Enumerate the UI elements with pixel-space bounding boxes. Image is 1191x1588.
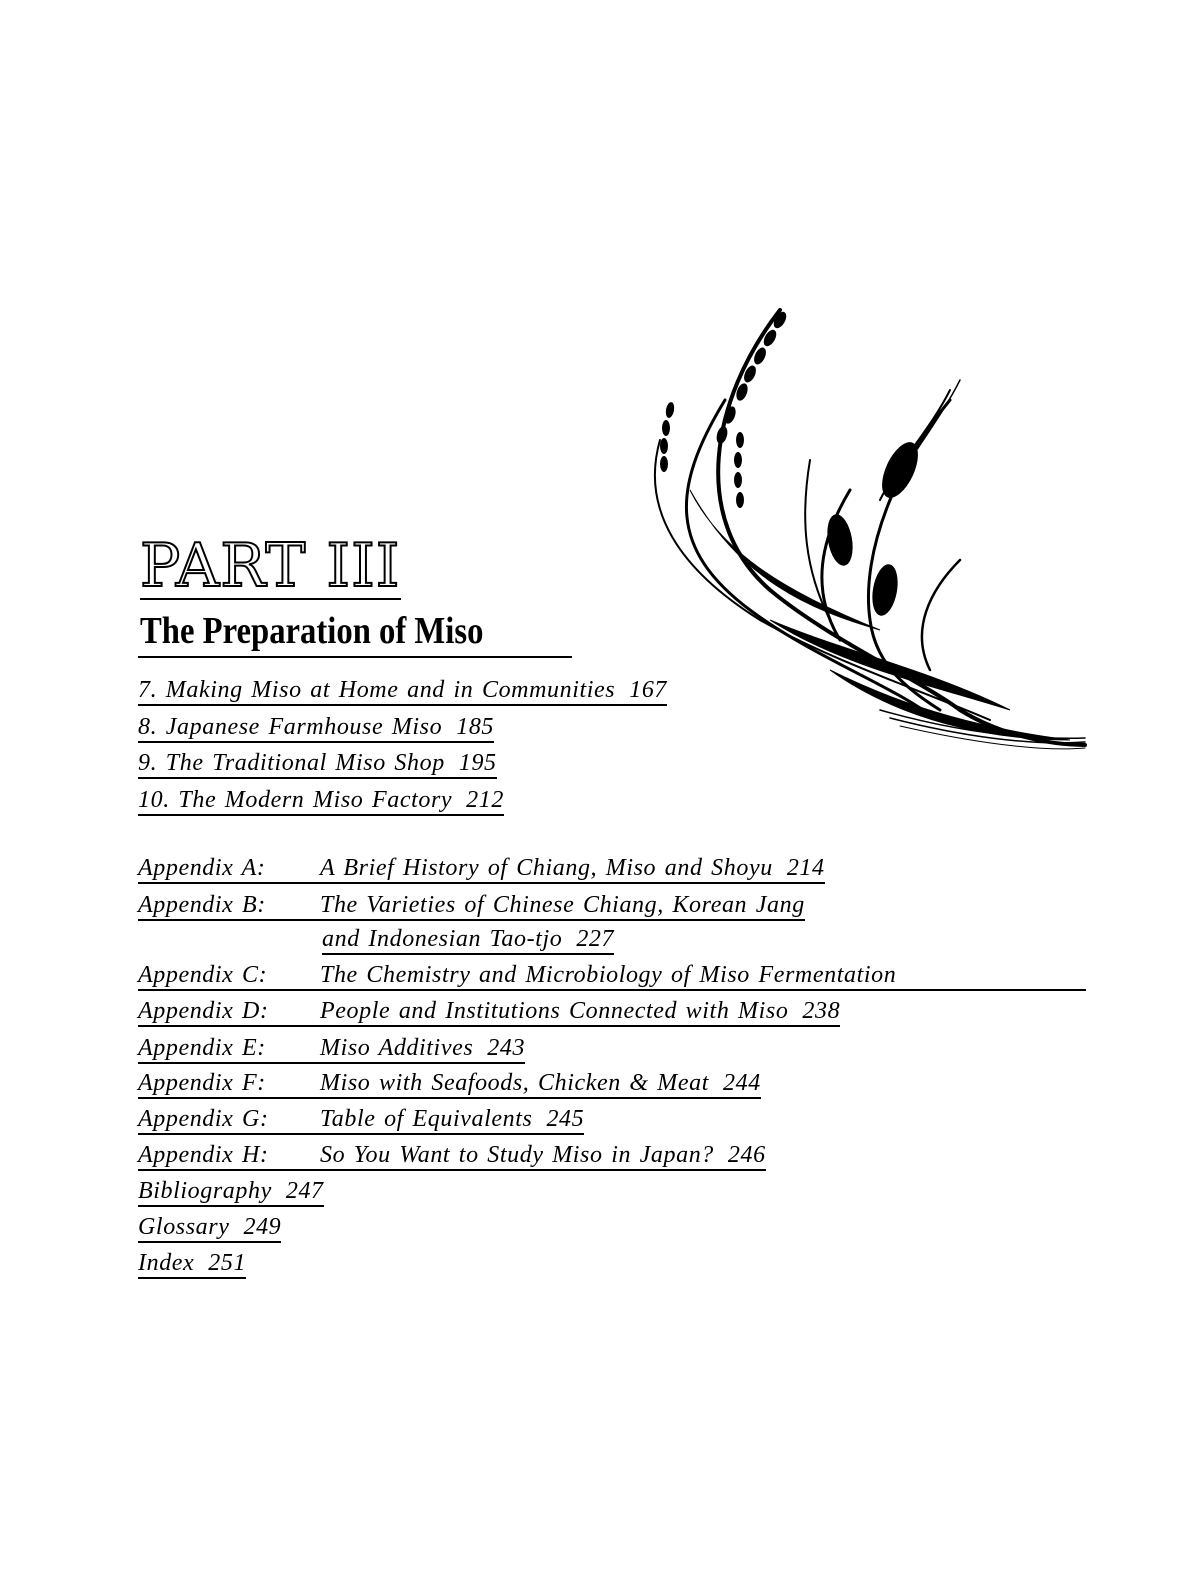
toc-backmatter-label: Bibliography <box>138 1178 272 1204</box>
toc-backmatter[interactable] <box>138 1249 246 1279</box>
toc-appendix[interactable] <box>138 1141 766 1171</box>
toc-appendix-label: Appendix F: <box>138 1070 266 1096</box>
toc-page-number: 246 <box>727 1142 766 1168</box>
toc-backmatter-label: Index <box>138 1250 195 1276</box>
toc-appendix[interactable] <box>138 1069 761 1099</box>
toc-appendix-label: Appendix A: <box>138 855 266 881</box>
toc-appendix[interactable] <box>138 961 1086 991</box>
toc-page-number: 251 <box>208 1250 247 1276</box>
toc-appendix-label: Appendix H: <box>138 1142 269 1168</box>
section-title-underline <box>138 656 572 658</box>
toc-chapter-label: 7. Making Miso at Home and in Communities <box>138 677 616 703</box>
toc-chapter[interactable] <box>138 786 504 816</box>
toc-page-number: 212 <box>466 787 504 813</box>
toc-appendix-continuation[interactable] <box>322 925 614 955</box>
toc-backmatter-label: Glossary <box>138 1214 230 1240</box>
toc-backmatter[interactable] <box>138 1213 281 1243</box>
toc-chapter-label: 10. The Modern Miso Factory <box>138 787 453 813</box>
toc-page-number: 249 <box>243 1214 282 1240</box>
toc-appendix-title: A Brief History of Chiang, Miso and Shoyu <box>320 855 773 881</box>
toc-page-number: 247 <box>285 1178 324 1204</box>
toc-appendix-title: The Varieties of Chinese Chiang, Korean Jang <box>320 892 805 918</box>
toc-appendix-title: Miso with Seafoods, Chicken & Meat <box>320 1070 710 1096</box>
toc-page-number: 245 <box>546 1106 585 1132</box>
rice-stalk-illustration <box>630 290 1090 760</box>
toc-page-number: 243 <box>487 1035 526 1061</box>
toc-appendix-title: So You Want to Study Miso in Japan? <box>320 1142 714 1168</box>
toc-page-number: 238 <box>802 998 841 1024</box>
toc-appendix-label: Appendix D: <box>138 998 269 1024</box>
toc-appendix[interactable] <box>138 997 840 1027</box>
toc-appendix[interactable] <box>138 891 805 921</box>
toc-page-number: 195 <box>458 750 497 776</box>
toc-appendix-title: People and Institutions Connected with Miso <box>320 998 789 1024</box>
toc-chapter-label: 8. Japanese Farmhouse Miso <box>138 714 443 740</box>
toc-appendix-label: Appendix B: <box>138 892 266 918</box>
toc-chapter[interactable] <box>138 676 667 706</box>
toc-appendix[interactable] <box>138 854 825 884</box>
toc-appendix-title: Miso Additives <box>320 1035 474 1061</box>
toc-appendix-label: Appendix G: <box>138 1106 269 1132</box>
toc-page-number: 185 <box>456 714 495 740</box>
section-title: The Preparation of Miso <box>140 610 484 652</box>
toc-appendix-title: The Chemistry and Microbiology of Miso Fermentation <box>320 962 897 988</box>
toc-page-number: 214 <box>786 855 825 881</box>
toc-chapter[interactable] <box>138 713 494 743</box>
part-title: PART III <box>140 531 401 601</box>
toc-appendix-title: Table of Equivalents <box>320 1106 533 1132</box>
toc-appendix[interactable] <box>138 1105 584 1135</box>
toc-chapter-label: 9. The Traditional Miso Shop <box>138 750 445 776</box>
toc-appendix-label: Appendix C: <box>138 962 268 988</box>
toc-appendix-title: and Indonesian Tao-tjo <box>322 926 563 952</box>
toc-chapter[interactable] <box>138 749 497 779</box>
toc-backmatter[interactable] <box>138 1177 324 1207</box>
toc-page-number: 167 <box>629 677 668 703</box>
toc-page-number: 227 <box>576 926 615 952</box>
toc-appendix-label: Appendix E: <box>138 1035 266 1061</box>
toc-appendix[interactable] <box>138 1034 525 1064</box>
toc-page-number: 244 <box>723 1070 761 1096</box>
